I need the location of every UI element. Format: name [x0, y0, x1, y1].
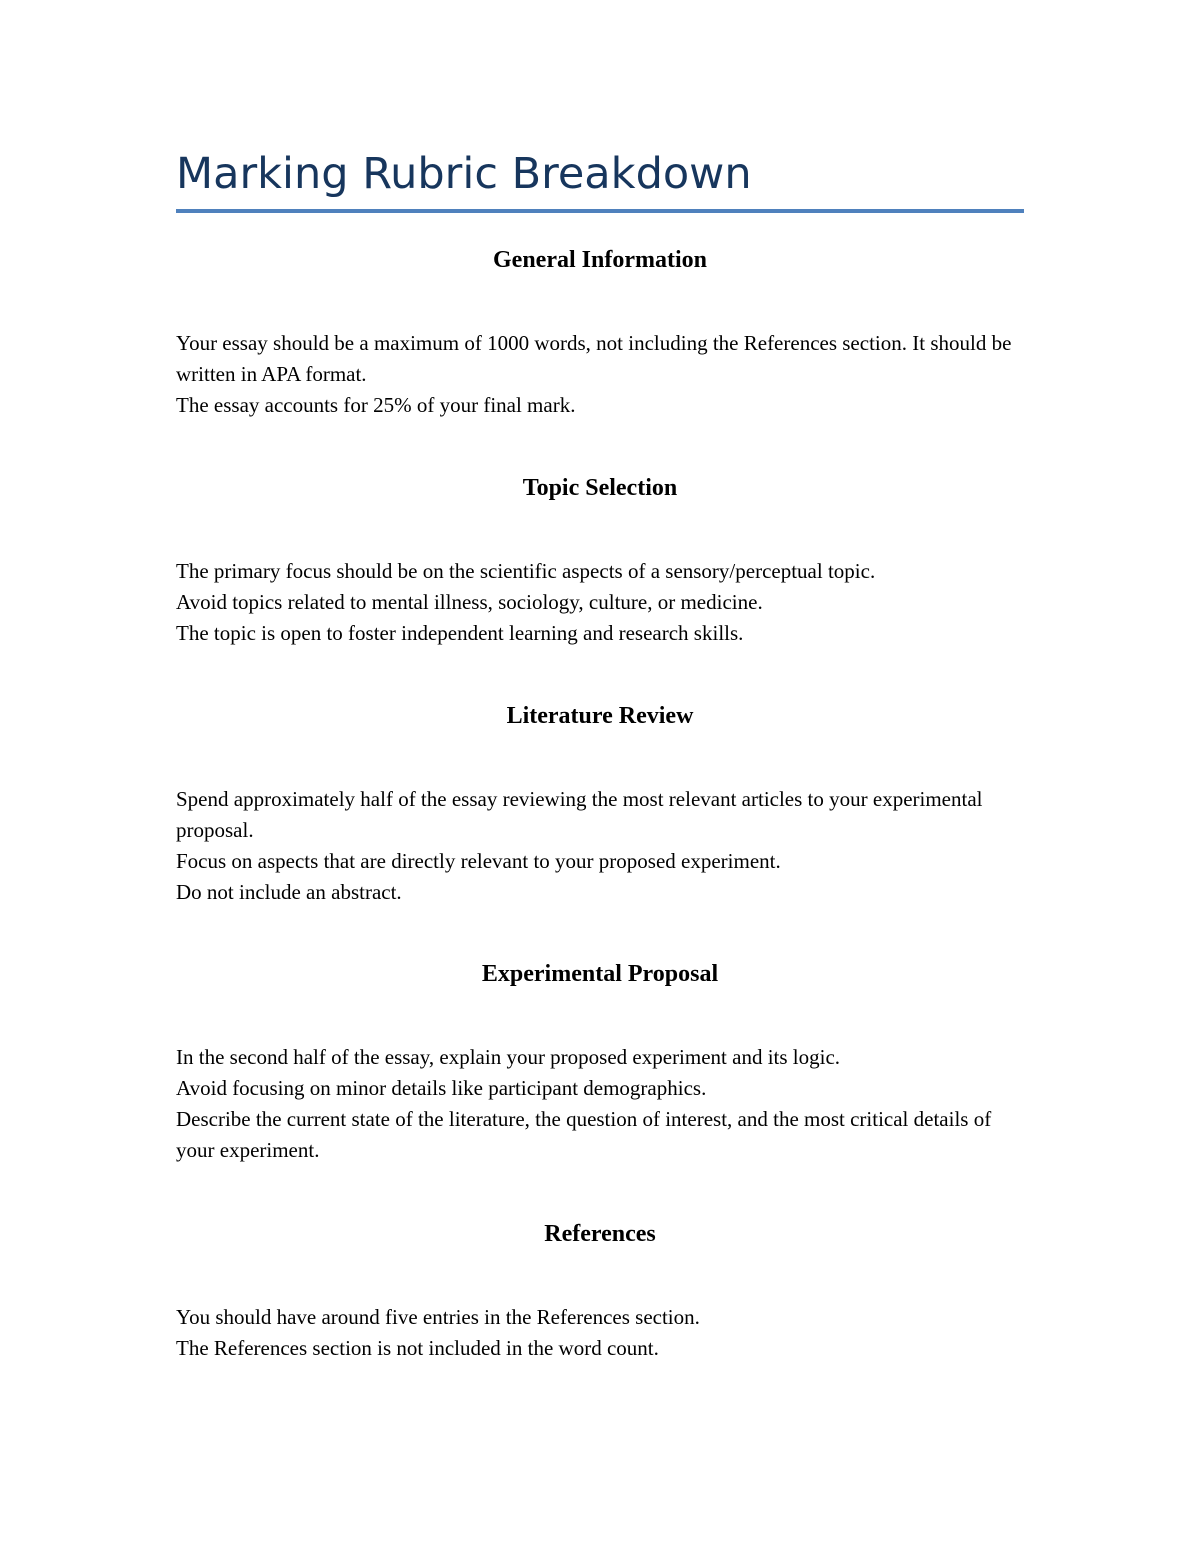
paragraph: Describe the current state of the literature, the question of interest, and the most critical details of your experiment.	[176, 1107, 992, 1162]
section-body	[176, 1042, 1024, 1166]
section-general-information	[176, 244, 1024, 417]
paragraph: The essay accounts for 25% of your final mark.	[176, 393, 576, 417]
paragraph: The topic is open to foster independent learning and research skills.	[176, 621, 744, 645]
paragraph: Spend approximately half of the essay reviewing the most relevant articles to your experimental proposal.	[176, 787, 983, 842]
section-heading: Experimental Proposal	[481, 961, 719, 987]
paragraph: The References section is not included in the word count.	[176, 1336, 659, 1360]
section-literature-review	[176, 700, 1024, 904]
section-topic-selection	[176, 472, 1024, 645]
paragraph: Avoid focusing on minor details like participant demographics.	[176, 1076, 707, 1100]
section-heading: Topic Selection	[522, 475, 678, 501]
paragraph: Your essay should be a maximum of 1000 words, not including the References section. It should be written in APA format.	[176, 331, 1012, 386]
section-body	[176, 556, 1024, 649]
section-experimental-proposal	[176, 958, 1024, 1162]
section-body	[176, 784, 1024, 908]
paragraph: Do not include an abstract.	[176, 880, 402, 904]
section-heading: General Information	[493, 247, 707, 273]
section-references	[176, 1218, 1024, 1360]
section-heading: References	[544, 1221, 656, 1247]
document-title: Marking Rubric Breakdown	[176, 149, 752, 199]
section-heading: Literature Review	[506, 703, 694, 729]
paragraph: You should have around five entries in the References section.	[176, 1305, 700, 1329]
paragraph: The primary focus should be on the scientific aspects of a sensory/perceptual topic.	[176, 559, 876, 583]
paragraph: In the second half of the essay, explain your proposed experiment and its logic.	[176, 1045, 841, 1069]
paragraph: Focus on aspects that are directly relevant to your proposed experiment.	[176, 849, 781, 873]
title-underline	[176, 209, 1024, 213]
paragraph: Avoid topics related to mental illness, sociology, culture, or medicine.	[176, 590, 763, 614]
section-body	[176, 1302, 1024, 1364]
section-body	[176, 328, 1024, 421]
